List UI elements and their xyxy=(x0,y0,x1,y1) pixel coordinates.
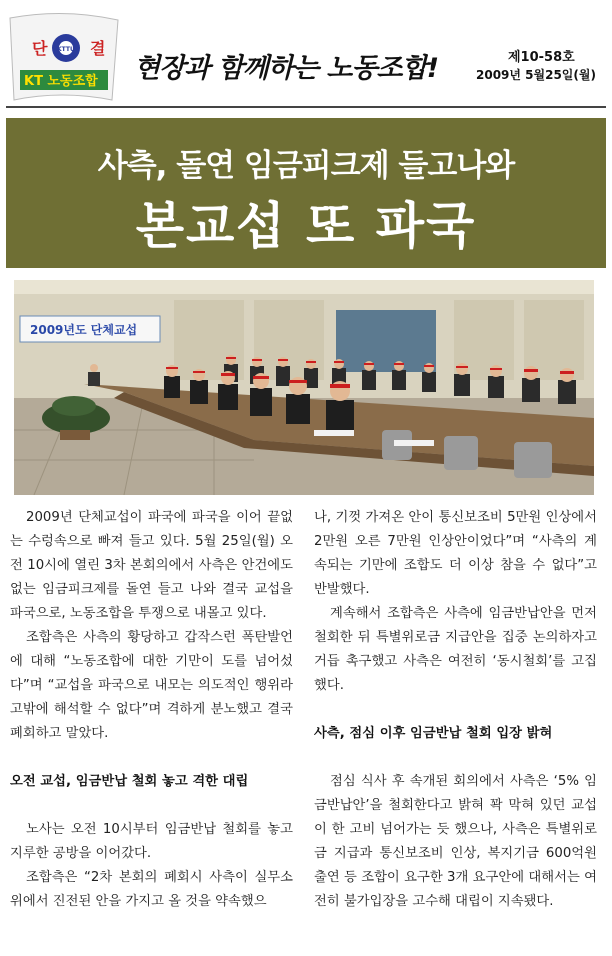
article-paragraph: 조합측은 “2차 본회의 폐회시 사측이 실무소위에서 진전된 안을 가지고 올 것을 약속했으 xyxy=(10,870,293,909)
photo-banner-text: 2009년도 단체교섭 xyxy=(30,323,138,337)
masthead-slogan: 현장과 함께하는 노동조합! xyxy=(134,53,439,84)
headline-title: 본교섭 또 파국 xyxy=(135,197,477,255)
svg-text:KT 노동조합: KT 노동조합 xyxy=(24,74,98,89)
article-subheading: 사측, 점심 이후 임금반납 철회 입장 밝혀 xyxy=(314,726,553,741)
bargaining-meeting-photo xyxy=(14,280,594,495)
union-flag-logo xyxy=(6,8,122,108)
issue-number: 제10-58호 xyxy=(508,50,575,65)
masthead-divider xyxy=(6,106,606,108)
svg-text:단: 단 xyxy=(32,39,48,58)
article-paragraph: 2009년 단체교섭이 파국에 파국을 이어 끝없는 수렁속으로 빠져 들고 있다. 5월 25일(월) 오전 10시에 열린 3차 본회의에서 사측은 안건에도 없는 임금피크제를 돌연 들고 나와 결국 교섭을 파국으로, 노동조합을 투쟁으로 내몰고 있다. xyxy=(10,510,293,621)
article-paragraph: 계속해서 조합측은 사측에 임금반납안을 먼저 철회한 뒤 특별위로금 지급안을 집중 논의하자고 거듭 촉구했고 사측은 여전히 ‘동시철회’를 고집했다. xyxy=(314,606,597,693)
article-paragraph: 조합측은 사측의 황당하고 갑작스런 폭탄발언에 대해 “노동조합에 대한 기만이 도를 넘어섰다”며 “교섭을 파국으로 내모는 의도적인 행위라고밖에 해석할 수 없다”며 격하게 분노했고 결국 폐회하고 말았다. xyxy=(10,630,293,741)
article-column-left xyxy=(10,506,293,914)
article-column-right xyxy=(314,506,597,914)
headline-subtitle: 사측, 돌연 임금피크제 들고나와 xyxy=(97,148,515,184)
article-paragraph: 노사는 오전 10시부터 임금반납 철회를 놓고 지루한 공방을 이어갔다. xyxy=(10,822,293,861)
article-paragraph: 나, 기껏 가져온 안이 통신보조비 5만원 인상에서 2만원 오른 7만원 인상안이었다”며 “사측의 계속되는 기만에 조합도 더 이상 참을 수 없다”고 반발했다. xyxy=(314,510,597,597)
headline-banner xyxy=(6,118,606,268)
svg-text:결: 결 xyxy=(90,39,106,58)
masthead xyxy=(0,0,612,112)
issue-date: 2009년 5월25일(월) xyxy=(476,68,596,82)
article-subheading: 오전 교섭, 임금반납 철회 놓고 격한 대립 xyxy=(10,774,249,789)
svg-text:KTTU: KTTU xyxy=(57,46,75,53)
article-paragraph: 점심 식사 후 속개된 회의에서 사측은 ‘5% 임금반납안’을 철회한다고 밝혀 꽉 막혀 있던 교섭이 한 고비 넘어가는 듯 했으나, 사측은 특별위로금 지급과 통신보조비 인상, 복지기금 600억원 출연 등 조합이 요구한 3개 요구안에 대해서는 여전히 불가입장을 고수해 대립이 지속됐다. xyxy=(314,774,597,909)
